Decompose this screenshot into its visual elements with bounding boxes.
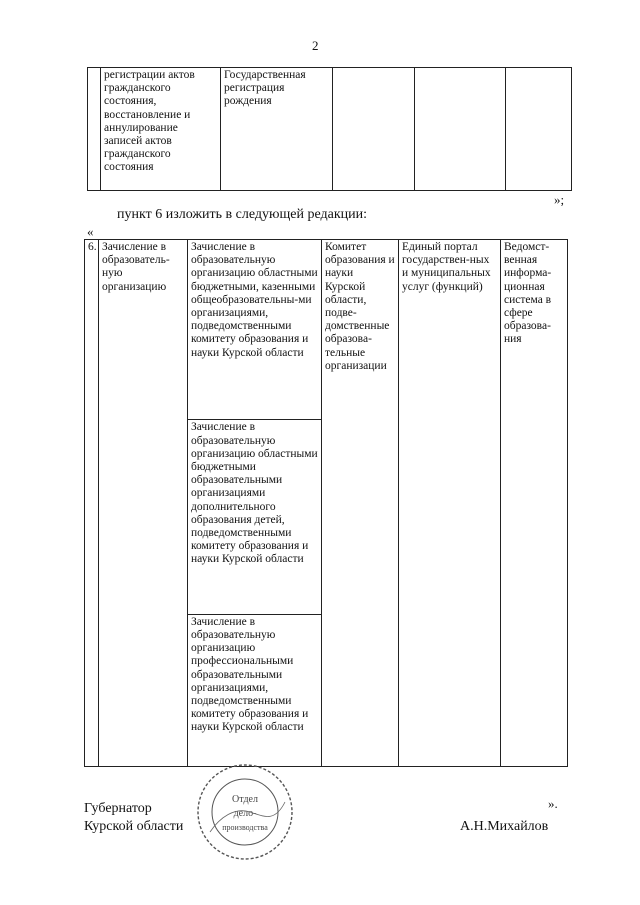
- portal-cell: Единый портал государствен-ных и муниципальных услуг (функций): [399, 240, 501, 767]
- closing-quote: »;: [554, 192, 565, 207]
- instruction-text: пункт 6 изложить в следующей редакции:: [117, 207, 367, 222]
- sub-service-cell: Зачисление в образовательную организацию профессиональными образовательными организациями, подведомственными комитету образования и науки Курской области: [188, 614, 322, 766]
- table-cell: Государственная регистрация рождения: [221, 68, 333, 191]
- table-cell: [506, 68, 572, 191]
- table-main: [84, 239, 568, 767]
- signature-title-line: Курской области: [84, 819, 184, 834]
- table-top-fragment: [87, 67, 572, 191]
- table-cell: регистрации актов гражданского состояния, восстановление и аннулирование записей актов гражданского состояния: [101, 68, 221, 191]
- page-number: 2: [312, 38, 319, 53]
- table-row: [88, 68, 572, 191]
- official-stamp: [190, 762, 300, 862]
- signature-name: А.Н.Михайлов: [460, 819, 549, 834]
- signature-title-line: Губернатор: [84, 801, 152, 816]
- service-cell: Зачисление в образователь-ную организацию: [99, 240, 188, 767]
- table-cell: [333, 68, 415, 191]
- sub-service-cell: Зачисление в образовательную организацию областными бюджетными, казенными общеобразовательны-ми организациями, подведомственными комитету образования и науки Курской области: [188, 240, 322, 420]
- row-number: 6.: [85, 240, 99, 767]
- authority-cell: Комитет образования и науки Курской области, подве-домственные образова-тельные организации: [322, 240, 399, 767]
- system-cell: Ведомст-венная информа-ционная система в сфере образова-ния: [501, 240, 568, 767]
- opening-quote: «: [87, 224, 94, 239]
- stamp-text: Отдел: [232, 794, 258, 805]
- table-cell: [415, 68, 506, 191]
- sub-service-cell: Зачисление в образовательную организацию областными бюджетными образовательными организациями дополнительного образования детей, подведомственными комитету образования и науки Курской области: [188, 420, 322, 614]
- closing-quote: ».: [548, 796, 558, 811]
- signature-title: [84, 800, 183, 836]
- stamp-text: дело-: [233, 808, 257, 819]
- table-row: [85, 240, 568, 420]
- table-cell: [88, 68, 101, 191]
- stamp-text: производства: [222, 823, 268, 832]
